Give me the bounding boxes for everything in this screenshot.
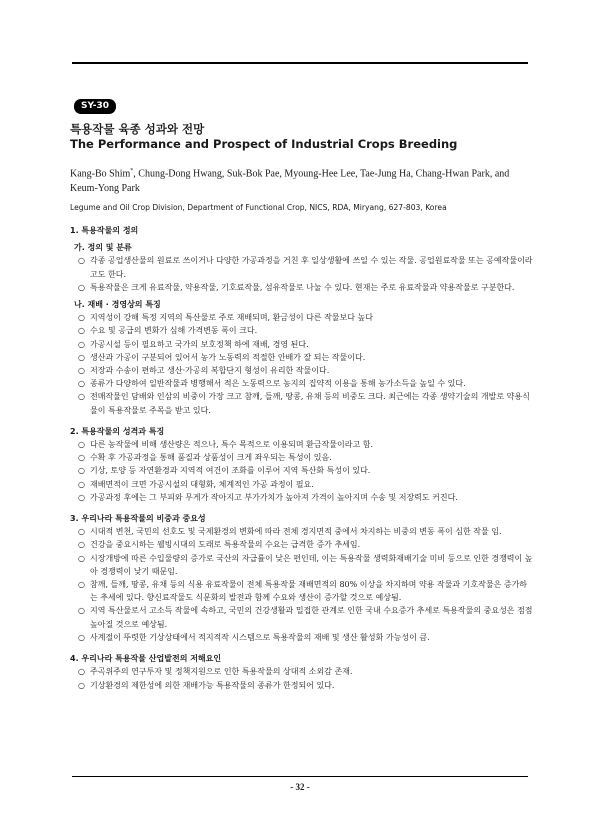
paper-body bbox=[70, 224, 534, 692]
circle-bullet-icon: ○ bbox=[78, 580, 85, 590]
affiliation: Legume and Oil Crop Division, Department of Functional Crop, NICS, RDA, Miryang, 627-803, Korea bbox=[70, 203, 447, 212]
circle-bullet-icon: ○ bbox=[78, 392, 85, 402]
list-item-text: 지역 특산물로서 고소득 작물에 속하고, 국민의 건강생활과 밀접한 관계로 인한 국내 수요증가 추세로 특용작물의 중요성은 점점 높아질 것으로 예상됨. bbox=[90, 606, 533, 629]
list-item bbox=[70, 578, 534, 604]
list-item bbox=[70, 679, 534, 692]
list-item-text: 기상, 토양 등 자연환경과 지역적 여건이 조화를 이루어 지역 특산화 특성이 있다. bbox=[90, 466, 371, 476]
list-item bbox=[70, 364, 534, 377]
list-item bbox=[70, 338, 534, 351]
author-list bbox=[70, 164, 532, 196]
list-item-text: 수확 후 가공과정을 통해 품질과 상품성이 크게 좌우되는 특성이 있음. bbox=[90, 453, 332, 463]
section-heading: 2. 특용작물의 성격과 특징 bbox=[70, 426, 165, 436]
circle-bullet-icon: ○ bbox=[78, 352, 85, 362]
circle-bullet-icon: ○ bbox=[78, 339, 85, 349]
author-first: Kang-Bo Shim bbox=[70, 168, 131, 180]
page-number: - 32 - bbox=[290, 782, 310, 792]
subsection-heading: 가. 정의 및 분류 bbox=[74, 243, 132, 253]
list-item-text: 기상환경의 제한성에 의한 재배가능 특용작물의 종류가 한정되어 있다. bbox=[90, 680, 335, 690]
session-badge: SY-30 bbox=[74, 99, 116, 114]
list-item-text: 주곡위주의 연구투자 및 정책지원으로 인한 특용작물의 상대적 소외감 존재. bbox=[90, 667, 353, 677]
list-item bbox=[70, 538, 534, 551]
circle-bullet-icon: ○ bbox=[78, 313, 85, 323]
list-item-text: 사계절이 뚜렷한 기상상태에서 적지적작 시스템으로 특용작물의 재배 및 생산 활성화 가능성이 큼. bbox=[90, 632, 430, 642]
bottom-rule bbox=[72, 776, 528, 777]
circle-bullet-icon: ○ bbox=[78, 632, 85, 642]
list-item bbox=[70, 464, 534, 477]
list-item-text: 시대적 변천, 국민의 선호도 및 국제환경의 변화에 따라 전체 경지면적 중에서 차지하는 비중의 변동 폭이 심한 작물 임. bbox=[90, 527, 502, 537]
list-item-text: 참깨, 들깨, 땅콩, 유채 등의 식용 유료작물이 전체 특용작물 재배면적의 80% 이상을 차지하며 약용 작물과 기호작물은 증가하는 추세에 있다. 향신료작물도 식문화의 발전과 함께 수요와 생산이 증가할 것으로 예상됨. bbox=[90, 580, 528, 603]
list-item-text: 건강을 중요시하는 웰빙시대의 도래로 특용작물의 수요는 급격한 증가 추세임. bbox=[90, 540, 361, 550]
title-korean: 특용작물 육종 성과와 전망 bbox=[70, 122, 205, 136]
list-item-text: 시장개방에 따른 수입물량의 증가로 국산의 자급률이 낮은 편인데, 이는 특용작물 생력화재배기술 미비 등으로 인한 경쟁력이 높아 경쟁력이 낮기 때문임. bbox=[90, 553, 533, 576]
list-item bbox=[70, 552, 534, 578]
top-rule bbox=[72, 62, 528, 64]
section-heading: 4. 우리나라 특용작물 산업발전의 저해요인 bbox=[70, 654, 222, 664]
circle-bullet-icon: ○ bbox=[78, 492, 85, 502]
list-item-text: 종류가 다양하여 일반작물과 병행해서 적은 노동력으로 농지의 집약적 이용을 통해 농가소득을 높일 수 있다. bbox=[90, 379, 466, 389]
list-item bbox=[70, 324, 534, 337]
circle-bullet-icon: ○ bbox=[78, 282, 85, 292]
list-item bbox=[70, 665, 534, 678]
corresponding-mark: * bbox=[130, 168, 134, 174]
list-item bbox=[70, 254, 534, 280]
list-item-text: 특용작물은 크게 유료작물, 약용작물, 기호료작물, 섬유작물로 나눌 수 있다. 현재는 주로 유료작물과 약용작물로 구분한다. bbox=[90, 282, 515, 292]
list-item-text: 전매작물인 담배와 인삼의 비중이 가장 크고 참깨, 들깨, 땅콩, 유채 등의 비중도 크다. 최근에는 각종 생약기술의 개발로 약용식물이 특용작물로 주목을 받고 있다. bbox=[90, 392, 530, 415]
circle-bullet-icon: ○ bbox=[78, 326, 85, 336]
circle-bullet-icon: ○ bbox=[78, 466, 85, 476]
list-item-text: 각종 공업생산물의 원료로 쓰이거나 다양한 가공과정을 거친 후 일상생활에 쓰일 수 있는 작물. 공업원료작물 또는 공예작물이라고도 한다. bbox=[90, 256, 533, 279]
circle-bullet-icon: ○ bbox=[78, 479, 85, 489]
author-rest: , Chung-Dong Hwang, Suk-Bok Pae, Myoung-Hee Lee, Tae-Jung Ha, Chang-Hwan Park, and bbox=[133, 168, 510, 180]
author-last: Keum-Yong Park bbox=[70, 183, 140, 195]
circle-bullet-icon: ○ bbox=[78, 680, 85, 690]
list-item bbox=[70, 525, 534, 538]
list-item bbox=[70, 478, 534, 491]
list-item-text: 다른 농작물에 비해 생산량은 적으나, 특수 목적으로 이용되며 환금작물이라고 함. bbox=[90, 440, 373, 450]
section-heading: 3. 우리나라 특용작물의 비중과 중요성 bbox=[70, 514, 206, 524]
list-item-text: 저장과 수송이 편하고 생산·가공의 복합단지 형성이 유리한 작물이다. bbox=[90, 366, 330, 376]
list-item-text: 생산과 가공이 구분되어 있어서 농가 노동력의 적절한 안배가 잘 되는 작물이다. bbox=[90, 352, 366, 362]
list-item bbox=[70, 491, 534, 504]
circle-bullet-icon: ○ bbox=[78, 540, 85, 550]
circle-bullet-icon: ○ bbox=[78, 527, 85, 537]
list-item bbox=[70, 311, 534, 324]
circle-bullet-icon: ○ bbox=[78, 606, 85, 616]
title-english: The Performance and Prospect of Industrial Crops Breeding bbox=[70, 137, 458, 151]
circle-bullet-icon: ○ bbox=[78, 667, 85, 677]
list-item-text: 재배면적이 크면 가공시설의 대형화, 체계적인 가공 과정이 필요. bbox=[90, 479, 314, 489]
circle-bullet-icon: ○ bbox=[78, 553, 85, 563]
list-item bbox=[70, 438, 534, 451]
circle-bullet-icon: ○ bbox=[78, 453, 85, 463]
circle-bullet-icon: ○ bbox=[78, 440, 85, 450]
list-item-text: 가공과정 후에는 그 부피와 무게가 작아지고 부가가치가 높아져 가격이 높아지며 수송 및 저장력도 커진다. bbox=[90, 492, 458, 502]
list-item bbox=[70, 604, 534, 630]
list-item-text: 지역성이 강해 특정 지역의 특산물로 주로 재배되며, 환금성이 다른 작물보다 높다 bbox=[90, 313, 373, 323]
section-heading: 1. 특용작물의 정의 bbox=[70, 226, 139, 235]
list-item bbox=[70, 451, 534, 464]
list-item bbox=[70, 377, 534, 390]
list-item bbox=[70, 631, 534, 644]
circle-bullet-icon: ○ bbox=[78, 379, 85, 389]
subsection-heading: 나. 재배 · 경영상의 특징 bbox=[74, 300, 161, 310]
circle-bullet-icon: ○ bbox=[78, 366, 85, 376]
list-item bbox=[70, 351, 534, 364]
circle-bullet-icon: ○ bbox=[78, 256, 85, 266]
list-item-text: 가공시설 등이 필요하고 국가의 보호정책 하에 재배, 경영 된다. bbox=[90, 339, 309, 349]
list-item-text: 수요 및 공급의 변화가 심해 가격변동 폭이 크다. bbox=[90, 326, 258, 336]
list-item bbox=[70, 281, 534, 294]
list-item bbox=[70, 390, 534, 416]
